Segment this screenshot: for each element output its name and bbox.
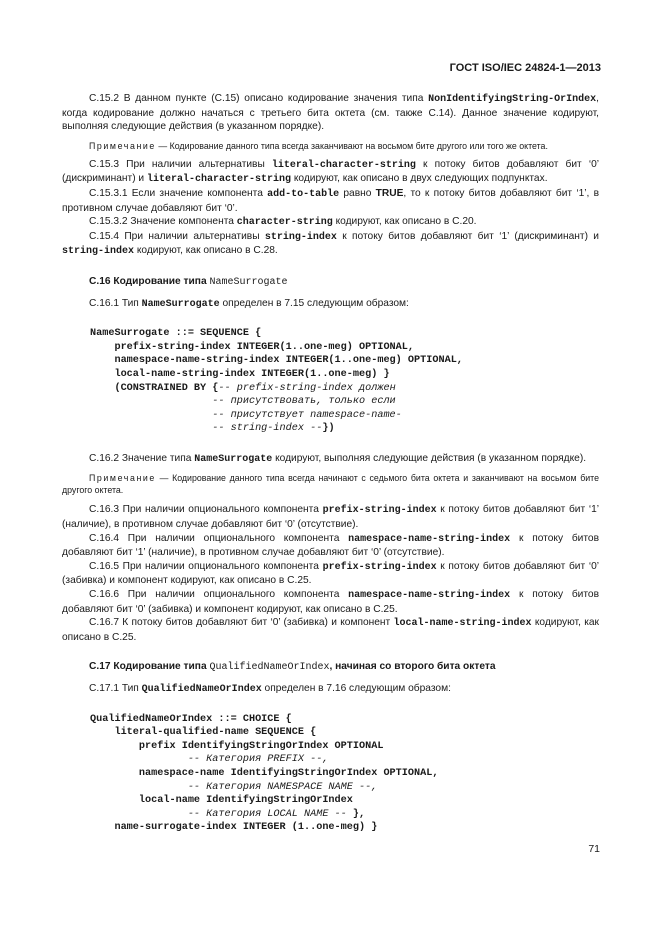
paragraph-c16-3: C.16.3 При наличии опционального компонента prefix-string-index к потоку битов добавляют бит ‘1’ (наличие), в противном случае добавляют бит ‘0’ (отсутствие). xyxy=(62,504,600,531)
page-body xyxy=(62,92,599,835)
paragraph-c15-3-2: C.15.3.2 Значение компонента character-string кодируют, как описано в C.20. xyxy=(89,216,477,229)
standard-header: ГОСТ ISO/IEC 24824-1—2013 xyxy=(449,62,601,74)
code-block-qualifiednameorindex: QualifiedNameOrIndex ::= CHOICE { literal-qualified-name SEQUENCE { prefix IdentifyingStringOrIndex OPTIONAL -- Категория PREFIX --, namespace-name IdentifyingStringOrIndex OPTIONAL, -- Категория NAMESPACE NAME --, local-name IdentifyingStringOrIndex -- Категория LOCAL NAME -- }, name-surrogate-index INTEGER (1..one-meg) } xyxy=(90,713,439,834)
paragraph-c15-3-1: C.15.3.1 Если значение компонента add-to-table равно TRUE, то к потоку битов добавляют бит ‘1’, в противном случае добавляют бит ‘0’. xyxy=(62,187,600,214)
note-2: Примечание — Кодирование данного типа всегда начинают с седьмого бита октета и заканчивают на восьмом бите другого октета. xyxy=(62,473,599,496)
section-heading-c17: C.17 Кодирование типа QualifiedNameOrIndex, начиная со второго бита октета xyxy=(89,661,496,674)
note-1: Примечание — Кодирование данного типа всегда заканчивают на восьмом бите другого или того же октета. xyxy=(89,140,548,151)
page-number: 71 xyxy=(588,843,600,855)
paragraph-c15-2: C.15.2 В данном пункте (C.15) описано кодирование значения типа NonIdentifyingString-OrIndex, когда кодирование должно начаться с третьего бита октета (см. также C.14). Данное значение кодируют, выполняя следующие действия (в указанном порядке). xyxy=(62,93,599,133)
paragraph-c16-5: C.16.5 При наличии опционального компонента prefix-string-index к потоку битов добавляют бит ‘0’ (забивка) и компонент кодируют, как описано в C.25. xyxy=(62,560,600,587)
section-heading-c16: C.16 Кодирование типа NameSurrogate xyxy=(89,275,288,288)
code-block-namesurrogate: NameSurrogate ::= SEQUENCE { prefix-string-index INTEGER(1..one-meg) OPTIONAL, namespace-name-string-index INTEGER(1..one-meg) OPTIONAL, local-name-string-index INTEGER(1..one-meg) } (CONSTRAINED BY {-- prefix-string-index должен -- присутствовать, только если -- присутствует namespace-name- -- string-index --}) xyxy=(90,328,463,435)
paragraph-c16-2: C.16.2 Значение типа NameSurrogate кодируют, выполняя следующие действия (в указанном порядке). xyxy=(89,452,587,465)
paragraph-c16-1: C.16.1 Тип NameSurrogate определен в 7.15 следующим образом: xyxy=(89,297,409,310)
paragraph-c16-7: C.16.7 К потоку битов добавляют бит ‘0’ (забивка) и компонент local-name-string-index кодируют, как описано в C.25. xyxy=(62,617,599,643)
note-label: Примечание xyxy=(89,140,156,151)
paragraph-c15-3: C.15.3 При наличии альтернативы literal-character-string к потоку битов добавляют бит ‘0’ (дискриминант) и literal-character-string кодируют, как описано в двух следующих подпунктах. xyxy=(62,158,600,186)
paragraph-c15-4: C.15.4 При наличии альтернативы string-index к потоку битов добавляют бит ‘1’ (дискриминант) и string-index кодируют, как описано в C.28. xyxy=(62,230,599,258)
paragraph-c16-6: C.16.6 При наличии опционального компонента namespace-name-string-index к потоку битов добавляют бит ‘0’ (забивка) и компонент кодируют, как описано в C.25. xyxy=(62,589,599,615)
note-label: Примечание xyxy=(89,473,156,484)
paragraph-c17-1: C.17.1 Тип QualifiedNameOrIndex определен в 7.16 следующим образом: xyxy=(89,683,451,695)
paragraph-c16-4: C.16.4 При наличии опционального компонента namespace-name-string-index к потоку битов добавляют бит ‘1’ (наличие), в противном случае добавляют бит ‘0’ (отсутствие). xyxy=(62,532,599,559)
